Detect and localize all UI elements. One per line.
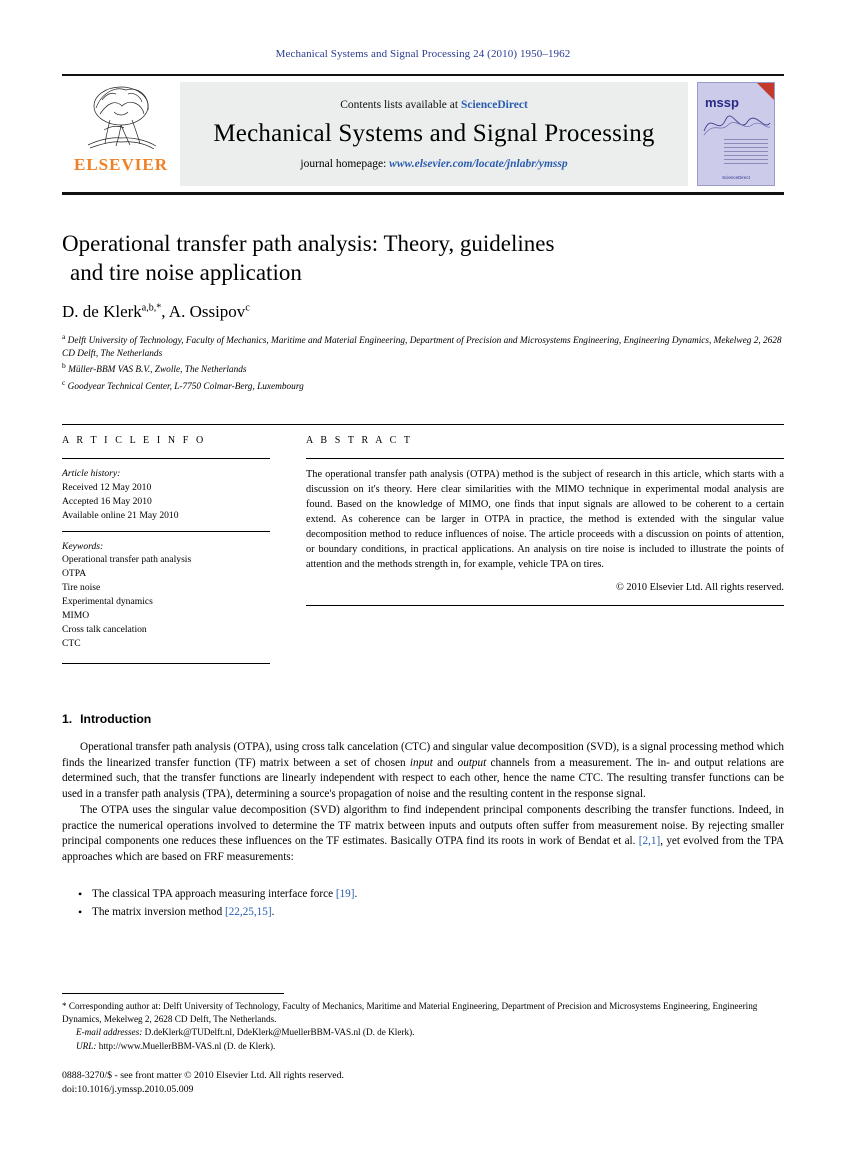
keyword-item: CTC — [62, 637, 81, 649]
abstract-text: The operational transfer path analysis (OTPA) method is the subject of research in this article, which starts with a discussion on it's theory. Here clear similarities with the MIMO technique in experimental modal analysis are found. Based on the knowledge of MIMO, one finds that input signals are allowed to be coherent to a certain extend. As coherence can be larger in OTPA in practice, the method is extended with the singular value decomposition method to reduce influences of noise. The article proceeds with a discussion on points of attention, or boundary conditions, in practical applications. An analysis on tire noise is included to illustrate the points of attention and the methods strength in, for example, vehicle TPA on tires. — [306, 468, 784, 571]
abstract-column — [306, 435, 784, 664]
affiliation-a: $^a$ Delft University of Technology, Faculty of Mechanics, Maritime and Material Engineering, Department of Precision and Microsystems Engineering, Engineering Dynamics, Mekelweg 2, 2628 CD Delft, The Netherlands — [62, 331, 782, 360]
journal-cover — [688, 76, 784, 192]
title-line-1: Operational transfer path analysis: Theory, guidelines — [62, 231, 555, 256]
url-value[interactable]: http://www.MuellerBBM-VAS.nl (D. de Klerk). — [98, 1040, 276, 1051]
title-block — [62, 229, 784, 394]
cover-thumbnail — [697, 82, 775, 186]
keyword-item: Tire noise — [62, 582, 101, 594]
article-info-divider — [62, 458, 270, 459]
keywords-block — [62, 540, 270, 651]
introduction-section — [62, 712, 784, 922]
article-info-heading: A R T I C L E I N F O — [62, 434, 206, 446]
citation-link[interactable]: [22,25,15] — [224, 905, 272, 918]
contents-available-line — [340, 99, 528, 111]
publisher-name: ELSEVIER — [74, 155, 168, 174]
section-number: 1. — [62, 711, 73, 726]
footnote-divider — [62, 993, 284, 994]
affiliation-c: $^c$ Goodyear Technical Center, L-7750 Colmar-Berg, Luxembourg — [62, 377, 304, 392]
keyword-item: OTPA — [62, 568, 87, 580]
title-line-2: and tire noise application — [70, 260, 302, 286]
abstract-copyright: © 2010 Elsevier Ltd. All rights reserved. — [616, 582, 784, 594]
abstract-divider — [306, 458, 784, 459]
history-accepted: Accepted 16 May 2010 — [62, 495, 152, 507]
bullet1-text: The classical TPA approach measuring interface force — [92, 888, 336, 901]
section-title: Introduction — [80, 711, 152, 726]
para2-part-a: The OTPA uses the singular value decomposition (SVD) algorithm to find independent principal components describing the transfer functions. Indeed, in practice the numerical operations involved to determine the TF matrix between inputs and outputs often suffer from measurement noise. By rejecting smaller principal components one reduces these influences on the TF estimates. Basically OTPA find its roots in work of Bendat et al. — [62, 803, 784, 848]
section-heading — [62, 712, 784, 726]
publisher-logo — [62, 76, 180, 192]
abstract-heading: A B S T R A C T — [306, 434, 413, 446]
para1-part-c: channels from a measurement. The in- and output relations are determined such, that the transfer functions are linearly independent with respect to each other, hence the name CTC. The resulting transfer functions can be used in a transfer path analysis (TPA), determining a source's propagation of noise and the resulting content in the response signal. — [62, 756, 784, 801]
citation-link[interactable]: [2,1] — [638, 835, 661, 848]
url-note — [62, 1040, 784, 1053]
article-history — [62, 467, 270, 523]
contents-prefix: Contents lists available at — [340, 98, 459, 111]
email-label: E-mail addresses: — [76, 1027, 143, 1038]
cover-footer-label: ScienceDirect — [722, 175, 750, 180]
list-item — [62, 886, 784, 904]
para1-output-term: output — [457, 756, 487, 769]
para1-input-term: input — [409, 756, 433, 769]
para1-part-b: and — [432, 756, 458, 769]
cover-corner-mark — [757, 83, 774, 100]
url-label: URL: — [76, 1040, 97, 1051]
article-history-label: Article history: — [62, 467, 121, 479]
keyword-item: Cross talk cancelation — [62, 623, 147, 635]
author-list: D. de Klerk$^{a,b,*}$, A. Ossipov$^c$ — [62, 301, 250, 321]
sciencedirect-link[interactable]: ScienceDirect — [460, 98, 528, 111]
journal-banner — [180, 82, 688, 186]
citation-link[interactable]: [19] — [335, 888, 355, 901]
running-head: Mechanical Systems and Signal Processing 24 (2010) 1950–1962 — [275, 48, 571, 60]
paragraph-2 — [62, 803, 784, 866]
journal-homepage-line — [300, 158, 567, 170]
bullet2-period: . — [271, 905, 275, 918]
keyword-item: MIMO — [62, 610, 90, 622]
paragraph-1 — [62, 740, 784, 803]
keywords-label: Keywords: — [62, 540, 104, 552]
keyword-item: Experimental dynamics — [62, 596, 153, 608]
bullet2-text: The matrix inversion method — [92, 905, 225, 918]
keyword-item: Operational transfer path analysis — [62, 554, 192, 566]
article-info-column — [62, 435, 270, 664]
journal-masthead — [62, 74, 784, 195]
journal-title: Mechanical Systems and Signal Processing — [213, 119, 655, 147]
history-online: Available online 21 May 2010 — [62, 509, 179, 521]
email-value[interactable]: D.deKlerk@TUDelft.nl, DdeKlerk@MuellerBBM-VAS.nl (D. de Klerk). — [144, 1027, 415, 1038]
para2-part-b: , yet evolved from the TPA approaches which are based on FRF measurements: — [62, 835, 784, 864]
elsevier-tree-icon — [80, 82, 162, 154]
tpa-approach-list — [62, 886, 784, 922]
homepage-url-link[interactable]: www.elsevier.com/locate/jnlabr/ymssp — [389, 157, 568, 170]
abstract-bottom-divider — [306, 605, 784, 606]
doi-line[interactable]: doi:10.1016/j.ymssp.2010.05.009 — [62, 1083, 194, 1095]
article-info-bottom-divider — [62, 663, 270, 664]
bullet1-period: . — [354, 888, 358, 901]
issn-block — [62, 1069, 784, 1097]
issn-line: 0888-3270/$ - see front matter © 2010 Elsevier Ltd. All rights reserved. — [62, 1069, 344, 1081]
corresponding-author-note: * Corresponding author at: Delft University of Technology, Faculty of Mechanics, Maritime and Material Engineering, Department of Precision and Microsystems Engineering, Engineering Dynamics, Mekelweg 2, 2628 CD Delft, The Netherlands. — [62, 1001, 758, 1025]
homepage-prefix: journal homepage: — [300, 157, 387, 170]
page-title — [62, 229, 784, 288]
cover-text-lines — [724, 139, 768, 167]
email-note — [62, 1026, 784, 1039]
list-item — [62, 904, 784, 922]
info-abstract-row — [62, 424, 784, 664]
history-received: Received 12 May 2010 — [62, 481, 152, 493]
affiliation-b: $^b$ Müller-BBM VAS B.V., Zwolle, The Netherlands — [62, 361, 247, 376]
affiliation-list — [62, 332, 784, 394]
footnote-block — [62, 993, 784, 1097]
para1-part-a: Operational transfer path analysis (OTPA), using cross talk cancelation (CTC) and singular value decomposition (SVD), is a signal processing method which finds the linearized transfer function (TF) matrix between a set of chosen — [62, 740, 784, 769]
keywords-divider — [62, 531, 270, 532]
cover-journal-abbrev: mssp — [705, 95, 739, 110]
